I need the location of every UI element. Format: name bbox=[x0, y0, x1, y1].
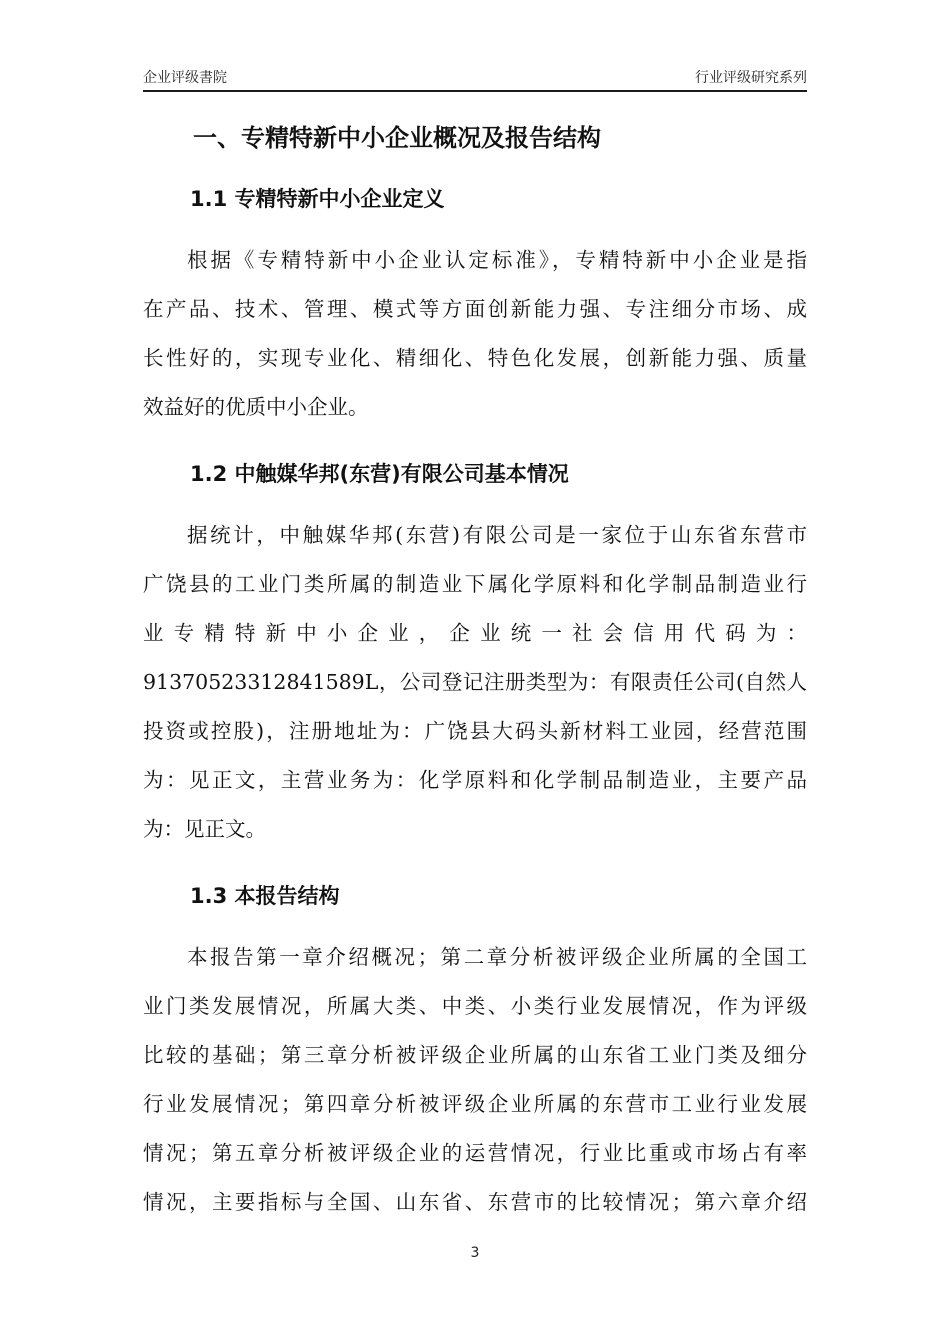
paragraph-line: 业门类发展情况，所属大类、中类、小类行业发展情况，作为评级 bbox=[143, 994, 807, 1018]
paragraph-line: 91370523312841589L，公司登记注册类型为：有限责任公司(自然人 bbox=[143, 670, 807, 694]
header-right-text: 行业评级研究系列 bbox=[695, 70, 807, 86]
section-1-1-paragraph bbox=[143, 236, 807, 432]
page-header bbox=[143, 66, 807, 92]
paragraph-line: 据统计，中触媒华邦(东营)有限公司是一家位于山东省东营市 bbox=[187, 523, 807, 547]
section-title-1-2: 1.2 中触媒华邦(东营)有限公司基本情况 bbox=[190, 462, 569, 486]
paragraph-line: 行业发展情况；第四章分析被评级企业所属的东营市工业行业发展 bbox=[143, 1092, 807, 1116]
section-title-1-1: 1.1 专精特新中小企业定义 bbox=[190, 187, 445, 211]
paragraph-line: 效益好的优质中小企业。 bbox=[143, 395, 369, 419]
paragraph-line: 根据《专精特新中小企业认定标准》，专精特新中小企业是指 bbox=[187, 248, 807, 272]
paragraph-line: 长性好的，实现专业化、精细化、特色化发展，创新能力强、质量 bbox=[143, 346, 807, 370]
paragraph-line: 为：见正文。 bbox=[143, 817, 266, 841]
paragraph-line: 业 专 精 特 新 中 小 企 业 ， 企 业 统 一 社 会 信 用 代 码 为 ： bbox=[143, 621, 807, 645]
paragraph-line: 情况；第五章分析被评级企业的运营情况，行业比重或市场占有率 bbox=[143, 1141, 807, 1165]
paragraph-line: 在产品、技术、管理、模式等方面创新能力强、专注细分市场、成 bbox=[143, 297, 807, 321]
chapter-title: 一、专精特新中小企业概况及报告结构 bbox=[193, 124, 601, 152]
paragraph-line: 比较的基础；第三章分析被评级企业所属的山东省工业门类及细分 bbox=[143, 1043, 807, 1067]
paragraph-line: 情况，主要指标与全国、山东省、东营市的比较情况；第六章介绍 bbox=[143, 1190, 807, 1214]
paragraph-line: 为：见正文，主营业务为：化学原料和化学制品制造业，主要产品 bbox=[143, 768, 807, 792]
section-1-3-paragraph bbox=[143, 933, 807, 1227]
paragraph-line: 投资或控股)，注册地址为：广饶县大码头新材料工业园，经营范围 bbox=[143, 719, 807, 743]
section-title-1-3: 1.3 本报告结构 bbox=[190, 884, 340, 908]
section-1-2-paragraph bbox=[143, 511, 807, 854]
header-left-text: 企业评级書院 bbox=[143, 70, 227, 86]
page-number: 3 bbox=[470, 1245, 480, 1261]
paragraph-line: 本报告第一章介绍概况；第二章分析被评级企业所属的全国工 bbox=[187, 945, 807, 969]
paragraph-line: 广饶县的工业门类所属的制造业下属化学原料和化学制品制造业行 bbox=[143, 572, 807, 596]
